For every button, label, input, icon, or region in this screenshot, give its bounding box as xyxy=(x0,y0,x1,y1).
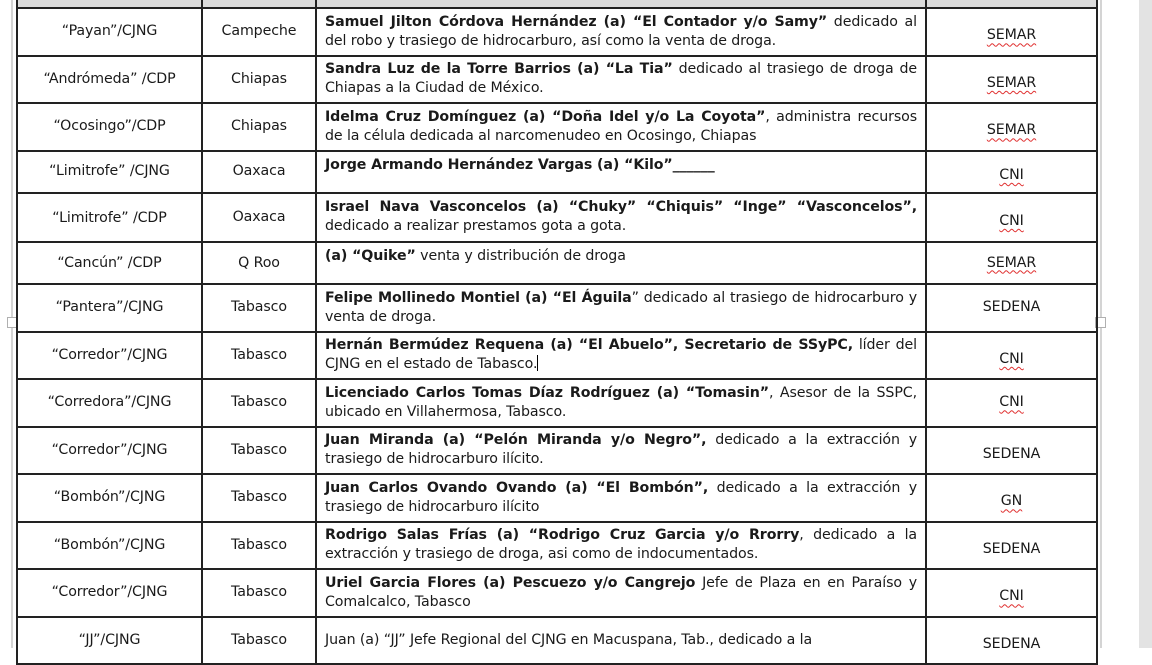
agency-label: CNI xyxy=(999,350,1024,367)
description-bold: Uriel Garcia Flores (a) Pescuezo y/o Cangrejo xyxy=(325,574,696,591)
alias-cell[interactable]: “Limitrofe” /CDP xyxy=(17,193,202,243)
text-cursor xyxy=(537,355,538,371)
description-bold: Juan Carlos Ovando Ovando (a) “El Bombón”, xyxy=(325,479,709,496)
table-row xyxy=(17,427,1097,475)
alias-cell[interactable]: “Ocosingo”/CDP xyxy=(17,103,202,151)
description-cell[interactable] xyxy=(316,151,926,193)
agency-label: CNI xyxy=(999,212,1024,229)
state-cell[interactable]: Tabasco xyxy=(202,569,316,617)
table-row xyxy=(17,522,1097,570)
table-row xyxy=(17,151,1097,193)
agency-cell[interactable] xyxy=(926,379,1097,427)
agency-cell[interactable] xyxy=(926,56,1097,104)
description-text: dedicado al trasiego de droga de Chiapas a la Ciudad de México. xyxy=(325,61,917,97)
description-text: ” dedicado al trasiego de hidrocarburo y venta de droga. xyxy=(325,289,917,325)
document-table xyxy=(16,0,1098,665)
description-text: , dedicado a la extracción y trasiego de droga, asi como de indocumentados. xyxy=(325,527,917,563)
description-bold: (a) “Quike” xyxy=(325,248,416,264)
description-bold: Sandra Luz de la Torre Barrios (a) “La Tia” xyxy=(325,61,673,78)
agency-cell[interactable] xyxy=(926,427,1097,475)
alias-cell[interactable]: “Andrómeda” /CDP xyxy=(17,56,202,104)
state-cell[interactable]: Tabasco xyxy=(202,332,316,380)
agency-label: SEMAR xyxy=(986,122,1037,139)
description-bold: Rodrigo Salas Frías (a) “Rodrigo Cruz Garcia y/o Rrorry xyxy=(325,527,800,544)
state-cell[interactable]: Tabasco xyxy=(202,522,316,570)
state-cell[interactable]: Tabasco xyxy=(202,617,316,665)
table-row xyxy=(17,332,1097,380)
state-cell[interactable]: Tabasco xyxy=(202,284,316,332)
description-text: , administra recursos de la célula dedicada al narcomenudeo en Ocosingo, Chiapas xyxy=(325,108,917,144)
agency-cell[interactable] xyxy=(926,474,1097,522)
description-text: venta y distribución de droga xyxy=(415,248,626,264)
table-row xyxy=(17,284,1097,332)
description-bold: Felipe Mollinedo Montiel (a) “El Águila xyxy=(325,289,632,306)
description-bold: Juan Miranda (a) “Pelón Miranda y/o Negro”, xyxy=(325,432,707,449)
table-row xyxy=(17,8,1097,56)
alias-cell[interactable]: “JJ”/CJNG xyxy=(17,617,202,665)
header-cell xyxy=(926,0,1097,8)
scrollbar-track[interactable] xyxy=(1139,0,1152,648)
description-bold: Hernán Bermúdez Requena (a) “El Abuelo”, Secretario de SSyPC, xyxy=(325,337,853,354)
table-header-row xyxy=(17,0,1097,8)
alias-cell[interactable]: “Corredor”/CJNG xyxy=(17,427,202,475)
state-cell[interactable]: Tabasco xyxy=(202,427,316,475)
agency-label: SEDENA xyxy=(982,445,1041,462)
table-row xyxy=(17,379,1097,427)
description-text: dedicado al del robo y trasiego de hidrocarburo, así como la venta de droga. xyxy=(325,13,917,49)
description-cell[interactable] xyxy=(316,569,926,617)
description-text: dedicado a la extracción y trasiego de hidrocarburo ilícito. xyxy=(325,432,917,468)
alias-cell[interactable]: “Corredor”/CJNG xyxy=(17,569,202,617)
agency-cell[interactable] xyxy=(926,284,1097,332)
description-bold: Idelma Cruz Domínguez (a) “Doña Idel y/o La Coyota” xyxy=(325,108,766,125)
table-row xyxy=(17,56,1097,104)
alias-cell[interactable]: “Limitrofe” /CJNG xyxy=(17,151,202,193)
alias-cell[interactable]: “Pantera”/CJNG xyxy=(17,284,202,332)
agency-label: SEMAR xyxy=(986,27,1037,44)
description-text: dedicado a realizar prestamos gota a gota. xyxy=(325,218,627,235)
header-cell xyxy=(17,0,202,8)
state-cell[interactable]: Chiapas xyxy=(202,56,316,104)
state-cell[interactable]: Chiapas xyxy=(202,103,316,151)
description-cell[interactable] xyxy=(316,379,926,427)
description-text: , Asesor de la SSPC, ubicado en Villahermosa, Tabasco. xyxy=(325,384,918,420)
description-text: Juan (a) “JJ” Jefe Regional del CJNG en Macuspana, Tab., dedicado a la xyxy=(325,631,813,648)
agency-cell[interactable] xyxy=(926,569,1097,617)
agency-cell[interactable] xyxy=(926,522,1097,570)
agency-label: SEDENA xyxy=(982,635,1041,652)
description-cell[interactable] xyxy=(316,8,926,56)
agency-label: SEDENA xyxy=(982,299,1041,316)
description-bold: Samuel Jilton Córdova Hernández (a) “El Contador y/o Samy” xyxy=(325,13,828,30)
agency-label: CNI xyxy=(999,394,1024,411)
description-cell[interactable] xyxy=(316,242,926,284)
table-row xyxy=(17,242,1097,284)
state-cell[interactable]: Tabasco xyxy=(202,379,316,427)
alias-cell[interactable]: “Corredora”/CJNG xyxy=(17,379,202,427)
table-row xyxy=(17,617,1097,665)
description-cell[interactable] xyxy=(316,522,926,570)
agency-cell[interactable] xyxy=(926,8,1097,56)
agency-cell[interactable] xyxy=(926,193,1097,243)
header-cell xyxy=(202,0,316,8)
table-row xyxy=(17,193,1097,243)
header-cell xyxy=(316,0,926,8)
description-cell[interactable] xyxy=(316,617,926,665)
alias-cell[interactable]: “Bombón”/CJNG xyxy=(17,474,202,522)
description-bold: Israel Nava Vasconcelos (a) “Chuky” “Chiquis” “Inge” “Vasconcelos”, xyxy=(325,199,917,216)
state-cell[interactable]: Campeche xyxy=(202,8,316,56)
description-text: dedicado a la extracción y trasiego de hidrocarburo ilícito xyxy=(325,479,917,515)
table-row xyxy=(17,474,1097,522)
agency-cell[interactable] xyxy=(926,332,1097,380)
state-cell[interactable]: Oaxaca xyxy=(202,151,316,193)
state-cell[interactable]: Q Roo xyxy=(202,242,316,284)
agency-label: SEMAR xyxy=(986,254,1037,271)
table-row xyxy=(17,103,1097,151)
agency-cell[interactable] xyxy=(926,617,1097,665)
agency-label: SEDENA xyxy=(982,540,1041,557)
description-cell[interactable] xyxy=(316,193,926,243)
alias-cell[interactable]: “Bombón”/CJNG xyxy=(17,522,202,570)
table-row xyxy=(17,569,1097,617)
description-bold: Licenciado Carlos Tomas Díaz Rodríguez (a) “Tomasin” xyxy=(325,384,769,401)
description-cell[interactable] xyxy=(316,474,926,522)
agency-cell[interactable] xyxy=(926,242,1097,284)
agency-label: CNI xyxy=(999,588,1024,605)
description-cell[interactable] xyxy=(316,332,926,380)
agency-label: CNI xyxy=(999,167,1024,183)
agency-cell[interactable] xyxy=(926,103,1097,151)
agency-label: GN xyxy=(1000,493,1023,510)
description-text: líder del CJNG en el estado de Tabasco. xyxy=(325,337,917,373)
description-cell[interactable] xyxy=(316,56,926,104)
description-cell[interactable] xyxy=(316,284,926,332)
alias-cell[interactable]: “Payan”/CJNG xyxy=(17,8,202,56)
description-cell[interactable] xyxy=(316,427,926,475)
alias-cell[interactable]: “Corredor”/CJNG xyxy=(17,332,202,380)
description-text: Jefe de Plaza en en Paraíso y Comalcalco, Tabasco xyxy=(325,574,917,610)
description-cell[interactable] xyxy=(316,103,926,151)
alias-cell[interactable]: “Cancún” /CDP xyxy=(17,242,202,284)
agency-cell[interactable] xyxy=(926,151,1097,193)
agency-label: SEMAR xyxy=(986,74,1037,91)
description-bold: Jorge Armando Hernández Vargas (a) “Kilo”______ xyxy=(325,156,715,173)
state-cell[interactable]: Tabasco xyxy=(202,474,316,522)
state-cell[interactable]: Oaxaca xyxy=(202,193,316,243)
